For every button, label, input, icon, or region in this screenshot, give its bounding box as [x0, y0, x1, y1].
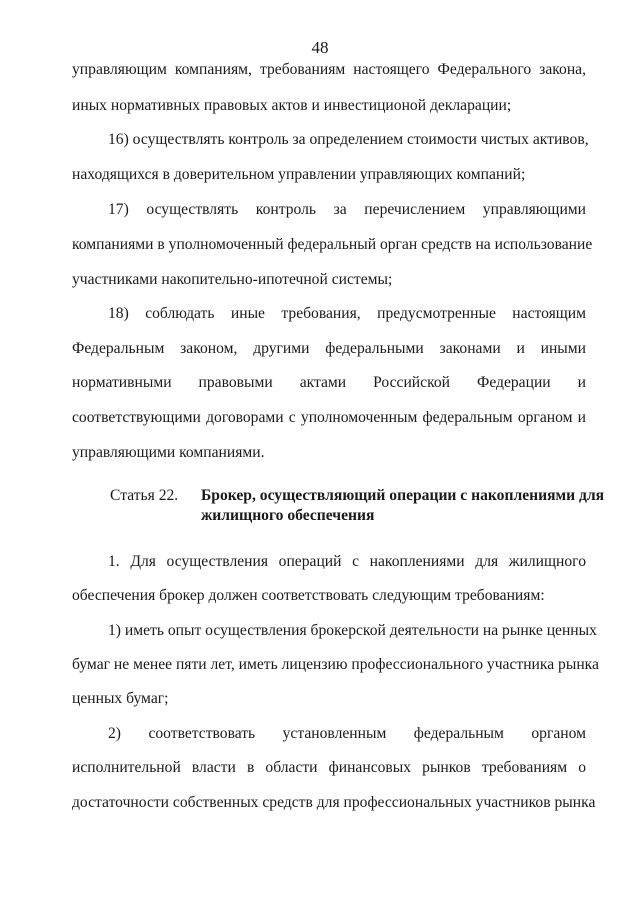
- text-line: Федеральным законом, другими федеральными законами и иными: [72, 340, 586, 357]
- text-line: соответствующими договорами с уполномоченным федеральным органом и: [72, 409, 586, 426]
- text-line: 1. Для осуществления операций с накоплениями для жилищного: [108, 553, 586, 570]
- article-title-line-1: Брокер, осуществляющий операции с накоплениями для: [201, 487, 605, 504]
- text-line: 18) соблюдать иные требования, предусмотренные настоящим: [108, 305, 586, 322]
- article-title-line-2: жилищного обеспечения: [201, 507, 375, 524]
- text-line: находящихся в доверительном управлении управляющих компаний;: [72, 166, 526, 183]
- text-line: компаниями в уполномоченный федеральный орган средств на использование: [72, 236, 593, 253]
- text-line: исполнительной власти в области финансовых рынков требованиям о: [72, 759, 586, 776]
- text-line: обеспечения брокер должен соответствовать следующим требованиям:: [72, 587, 545, 604]
- text-line: 16) осуществлять контроль за определением стоимости чистых активов,: [108, 131, 589, 148]
- article-label: Статья 22.: [110, 487, 179, 504]
- text-line: 1) иметь опыт осуществления брокерской деятельности на рынке ценных: [108, 622, 597, 639]
- text-line: управляющими компаниями.: [72, 444, 265, 461]
- text-line: 2) соответствовать установленным федеральным органом: [108, 725, 586, 742]
- text-line: иных нормативных правовых актов и инвестиционой декларации;: [72, 97, 512, 114]
- text-line: ценных бумаг;: [72, 690, 169, 707]
- text-line: 17) осуществлять контроль за перечислением управляющими: [108, 201, 586, 218]
- text-line: управляющим компаниям, требованиям настоящего Федерального закона,: [72, 61, 586, 78]
- text-line: нормативными правовыми актами Российской Федерации и: [72, 374, 586, 391]
- page-number: 48: [311, 38, 329, 57]
- text-line: достаточности собственных средств для профессиональных участников рынка: [72, 794, 596, 811]
- text-line: участниками накопительно-ипотечной системы;: [72, 271, 393, 288]
- article-title: [201, 486, 605, 526]
- body-text: [72, 0, 599, 900]
- text-line: бумаг не менее пяти лет, иметь лицензию профессионального участника рынка: [72, 656, 599, 673]
